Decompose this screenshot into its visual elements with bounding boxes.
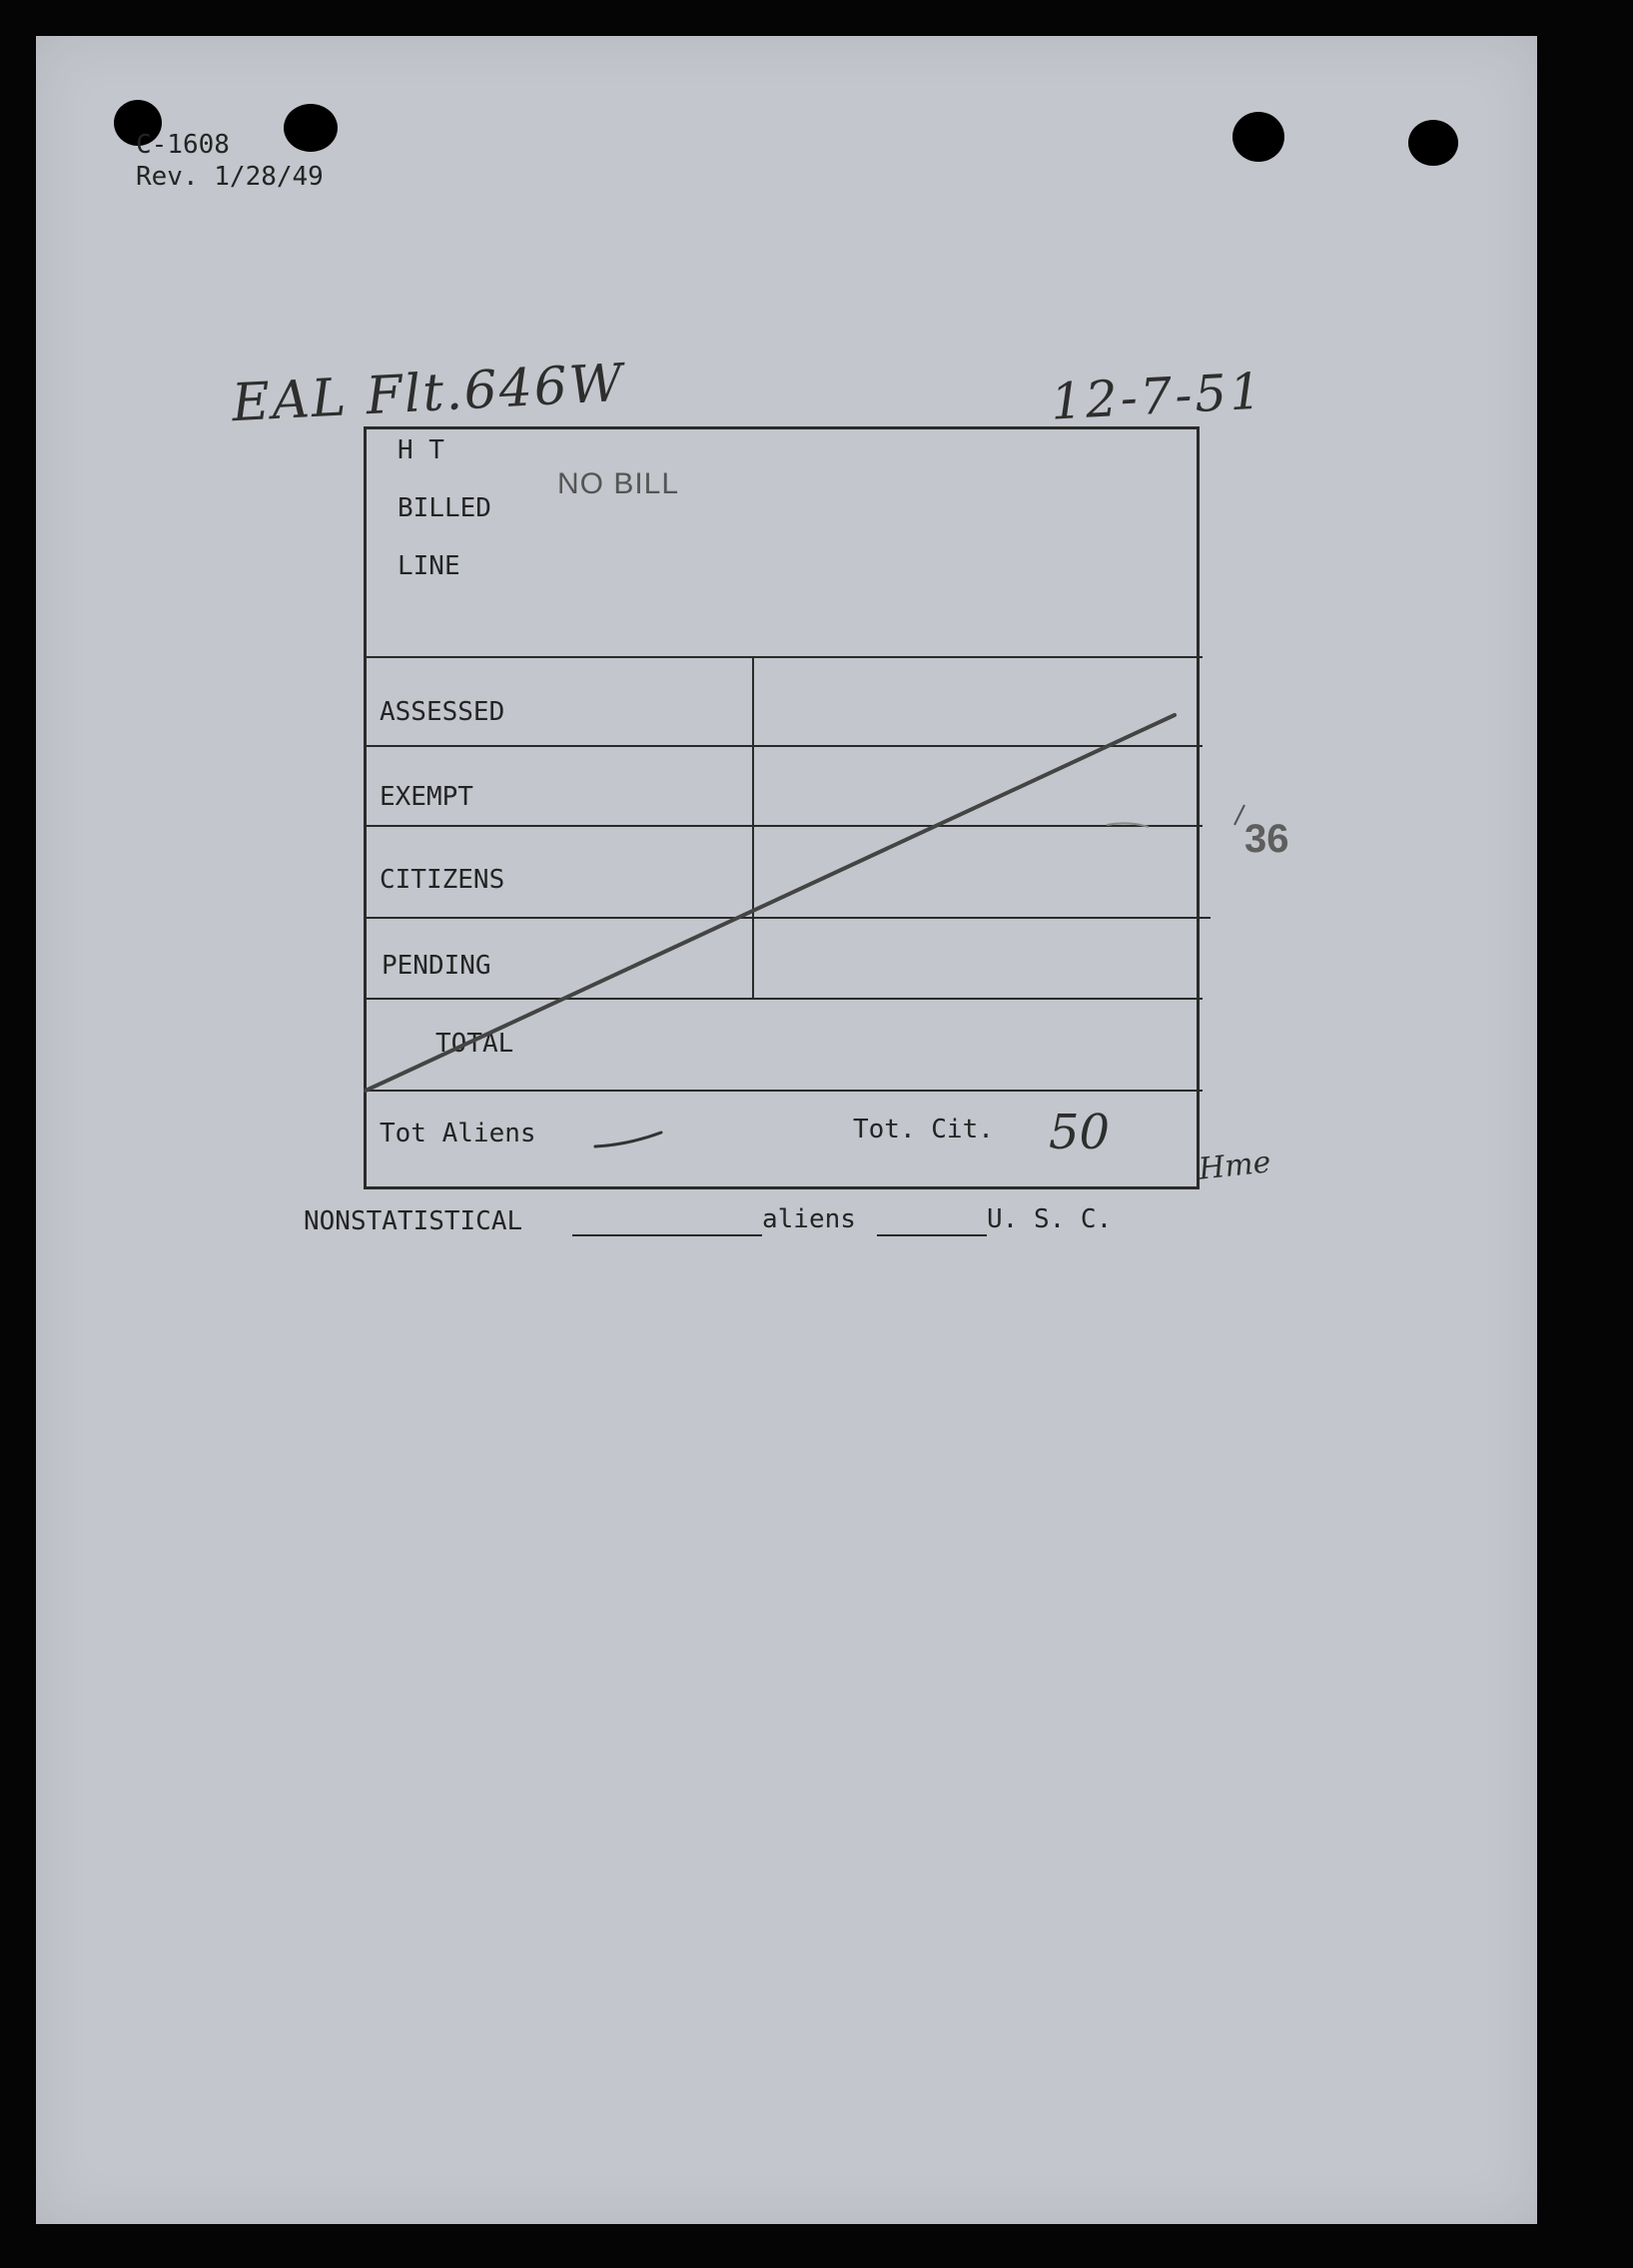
- row-label-citizens: CITIZENS: [380, 865, 505, 895]
- tot-cit-value: 50: [1049, 1105, 1111, 1160]
- footer-nonstatistical: NONSTATISTICAL: [304, 1206, 523, 1236]
- tot-cit-label: Tot. Cit.: [853, 1115, 994, 1144]
- no-bill-stamp: NO BILL: [557, 467, 680, 500]
- footer-usc: U. S. C.: [987, 1204, 1113, 1234]
- row-label-exempt: EXEMPT: [380, 782, 473, 812]
- form-revision: Rev. 1/28/49: [136, 162, 324, 192]
- form-number: C-1608: [136, 130, 230, 160]
- header-ht: H T: [398, 435, 444, 465]
- header-billed: BILLED: [398, 493, 491, 523]
- tot-aliens-label: Tot Aliens: [380, 1119, 536, 1148]
- row-label-assessed: ASSESSED: [380, 697, 505, 727]
- handwritten-date: 12-7-51: [1049, 362, 1266, 431]
- row-label-pending: PENDING: [382, 951, 491, 981]
- count-stamp: 36: [1244, 817, 1289, 861]
- handwritten-initials: Hme: [1197, 1144, 1273, 1187]
- footer-aliens: aliens: [762, 1204, 856, 1234]
- row-label-total: TOTAL: [435, 1029, 514, 1059]
- header-line: LINE: [398, 551, 460, 581]
- handwritten-flight: EAL Flt.646W: [230, 353, 626, 434]
